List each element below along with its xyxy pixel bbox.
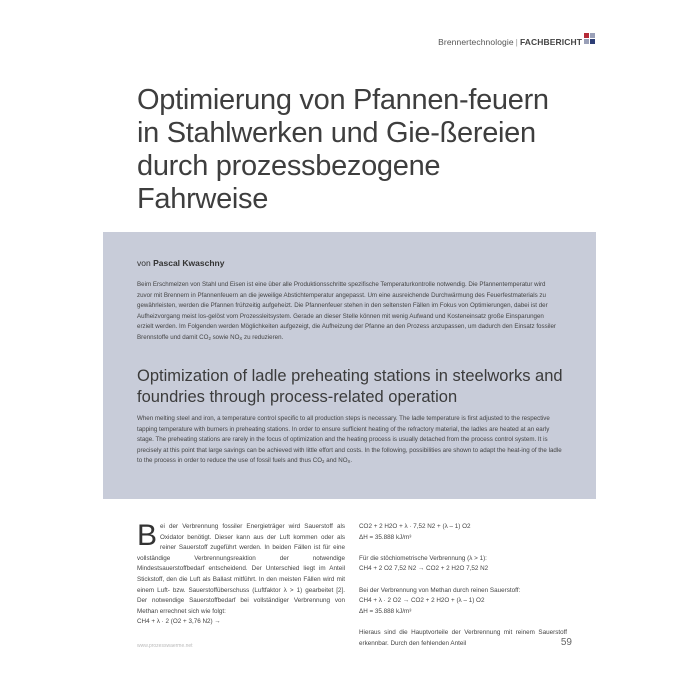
logo-square-4: [584, 39, 589, 44]
equation-block-stoich: [359, 554, 567, 575]
english-title: Optimization of ladle preheating stations in steelworks and foundries through process-related operation: [137, 367, 563, 406]
subscript-2: 2: [322, 459, 325, 465]
header-section: FACHBERICHT: [519, 37, 582, 47]
footer-url: www.prozesswaerme.net: [137, 643, 193, 649]
abstract-de-text-end: zu reduzieren.: [242, 333, 284, 341]
subscript-x: X: [347, 459, 351, 465]
methane-formula: CH4 + λ · 2 (O2 + 3,76 N2) →: [137, 618, 221, 626]
equation-1-line-1: CO2 + 2 H2O + λ · 7,52 N2 + (λ – 1) O2: [359, 523, 471, 530]
drop-cap: B: [137, 519, 158, 552]
author-prefix: von: [137, 258, 151, 268]
logo-square-2: [590, 33, 595, 38]
subscript-x: X: [239, 335, 243, 341]
page-number: 59: [560, 637, 572, 648]
abstract-en-text: When melting steel and iron, a temperature control specific to all production steps is necessary. The ladle temperature is first adjusted to the respective tapping temperature with burners in preheating stations. In order to ensure sufficient heating of the refractory material, the ladles are heated at an early stage. The preheating stations are rarely in the focus of optimization and the heating process is usually detached from the process control system. It is precisely at this point that large savings can be achieved with little effort and costs. In the following, possibilities are shown to adapt the heat-ing of the ladle to the process in order to reduce the use of fossil fuels and thus CO: [137, 415, 562, 465]
header-category: Brennertechnologie: [438, 37, 514, 47]
body-left-text: ei der Verbrennung fossiler Energieträger wird Sauerstoff als Oxidator benötigt. Dieser kann aus der Luft kommen oder als reiner Sauerstoff zugeführt werden. In beiden Fällen ist für eine vollständige Verbrennungsreaktion der notwendige Mindestsauerstoffbedarf entscheidend. Der Unterschied liegt im Anteil Stickstoff, den die Luft als Ballast mitführt. In den meisten Fällen wird mit einem Luft- bzw. Sauerstoffüberschuss (Luftfaktor λ > 1) gearbeitet [2]. Der notwendige Sauerstoffbedarf bei vollständiger Verbrennung von Methan errechnet sich wie folgt:: [137, 523, 345, 615]
logo-square-3: [590, 39, 595, 44]
abstract-en-text-end: .: [350, 457, 353, 465]
pure-oxygen-equation: CH4 + λ · 2 O2 → CO2 + 2 H2O + (λ – 1) O2: [359, 597, 485, 605]
pure-oxygen-enthalpy: ΔH = 35.888 kJ/m³: [359, 607, 412, 615]
subscript-2: 2: [208, 335, 211, 341]
abstract-german: [137, 280, 562, 345]
stoich-equation: CH4 + 2 O2 7,52 N2 → CO2 + 2 H2O 7,52 N2: [359, 565, 489, 573]
publisher-logo-icon: [584, 33, 596, 45]
author-line: [137, 258, 224, 268]
abstract-en-text-mid: and NO: [324, 457, 348, 465]
equation-block-1: [359, 522, 567, 543]
equation-1-enthalpy: ΔH = 35.888 kJ/m³: [359, 533, 412, 541]
body-column-left: [137, 519, 345, 628]
running-header: [438, 37, 582, 47]
logo-square-1: [584, 33, 589, 38]
pure-oxygen-label: Bei der Verbrennung von Methan durch reinen Sauerstoff:: [359, 586, 521, 594]
stoich-label: Für die stöchiometrische Verbrennung (λ > 1):: [359, 554, 487, 562]
header-separator: |: [515, 37, 518, 47]
author-name: Pascal Kwaschny: [153, 258, 225, 268]
closing-paragraph: Hieraus sind die Hauptvorteile der Verbrennung mit reinem Sauerstoff erkennbar. Durch den fehlenden Anteil: [359, 628, 567, 647]
abstract-de-text: Beim Erschmelzen von Stahl und Eisen ist eine über alle Produktionsschritte spezifische Temperaturkontrolle notwendig. Die Pfannentemperatur wird zuvor mit Brennern in Pfannenfeuern an die jeweilige Abstichtemperatur angepasst. Um eine ausreichende Durchwärmung des Feuerfestmaterials zu gewährleisten, werden die Pfannen frühzeitig aufgeheizt. Die Pfannenfeuer stehen in den seltensten Fällen im Fokus von Optimierungen, dabei ist der Aufheizvorgang meist los-gelöst vom Prozessleitsystem. Gerade an dieser Stelle können mit wenig Aufwand und Kosteneinsatz große Einsparungen erzielt werden. Im Folgenden werden Möglichkeiten aufgezeigt, die Aufheizung der Pfanne an den Prozess anzupassen, um dadurch den Einsatz fossiler Brennstoffe und damit CO: [137, 281, 556, 341]
abstract-english: [137, 414, 562, 468]
body-column-right: [359, 522, 567, 649]
article-title: Optimierung von Pfannen-feuern in Stahlwerken und Gie-ßereien durch prozessbezogene Fahrweise: [137, 84, 549, 215]
abstract-de-text-mid: sowie NO: [210, 333, 240, 341]
equation-block-pure-oxygen: [359, 586, 567, 618]
